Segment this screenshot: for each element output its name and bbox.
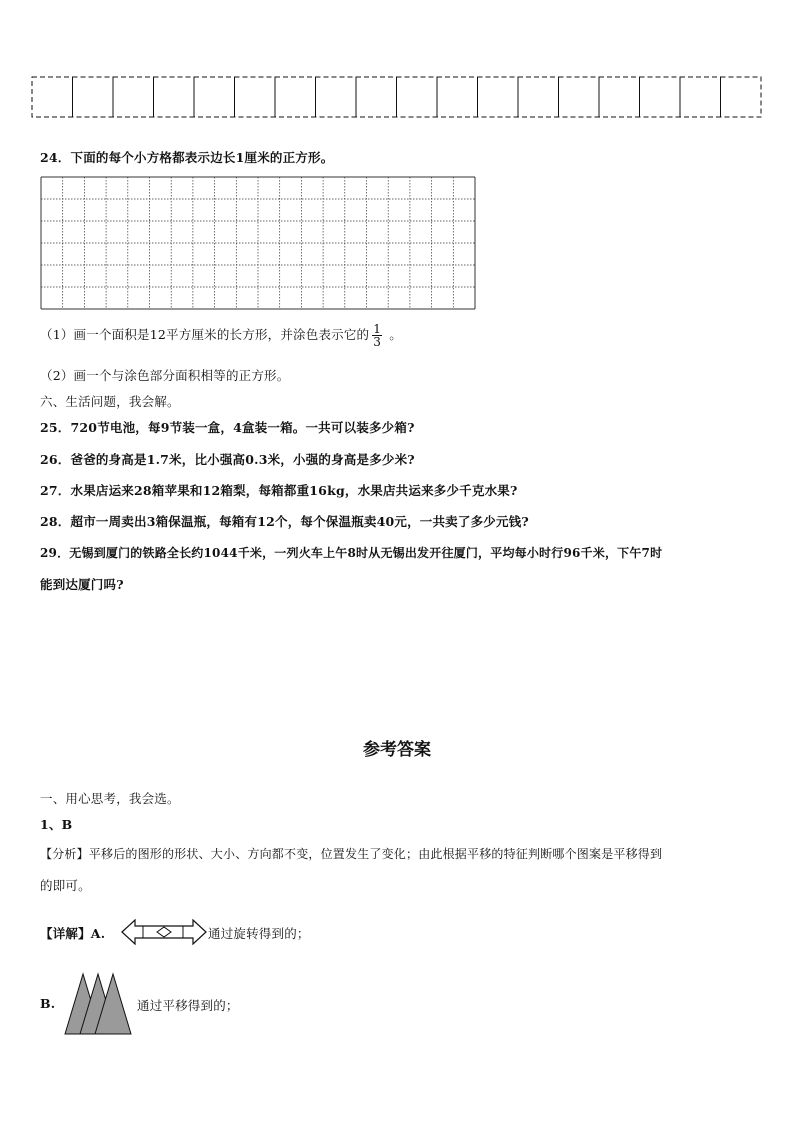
detail-a-text: 通过旋转得到的；	[208, 926, 310, 941]
answer-box	[113, 77, 154, 117]
answer-box	[32, 77, 73, 117]
option-b-label: B.	[40, 996, 56, 1011]
square-grid	[40, 176, 478, 314]
answer-box	[397, 77, 438, 117]
answer-box	[235, 77, 276, 117]
question-24-part-1	[40, 323, 402, 348]
option-a-figure	[121, 918, 207, 950]
answer-1: 1、B	[40, 817, 73, 832]
grid-svg	[40, 176, 478, 310]
answer-box	[316, 77, 357, 117]
answer-box	[680, 77, 721, 117]
answer-box	[640, 77, 681, 117]
answer-boxes	[31, 76, 766, 118]
analysis-line-1: 【分析】平移后的图形的形状、大小、方向都不变，位置发生了变化；由此根据平移的特征判断哪个图案是平移得到	[40, 847, 663, 861]
answer-box	[721, 77, 762, 117]
answer-box	[599, 77, 640, 117]
answer-box	[275, 77, 316, 117]
answer-box	[73, 77, 114, 117]
question-27: 27．水果店运来28箱苹果和12箱梨，每箱都重16kg，水果店共运来多少千克水果?	[40, 483, 518, 498]
section-six-heading: 六、生活问题，我会解。	[40, 394, 180, 409]
answer-box	[356, 77, 397, 117]
fraction-one-third	[372, 323, 382, 348]
part-1-text: （1）画一个面积是12平方厘米的长方形，并涂色表示它的	[40, 327, 370, 342]
triangles-figure	[64, 972, 132, 1036]
question-26: 26．爸爸的身高是1.7米，比小强高0.3米，小强的身高是多少米?	[40, 452, 415, 467]
question-25: 25．720节电池，每9节装一盒，4盒装一箱。一共可以装多少箱?	[40, 420, 415, 435]
question-28: 28．超市一周卖出3箱保温瓶，每箱有12个，每个保温瓶卖40元，一共卖了多少元钱?	[40, 514, 529, 529]
question-29-line-2: 能到达厦门吗?	[40, 577, 124, 592]
answer-title: 参考答案	[363, 740, 431, 760]
part-1-end: 。	[389, 327, 402, 342]
question-24-stem: 24．下面的每个小方格都表示边长1厘米的正方形。	[40, 150, 334, 165]
option-b-figure	[64, 972, 132, 1040]
answer-box	[194, 77, 235, 117]
answer-box	[559, 77, 600, 117]
fraction-denominator: 3	[373, 335, 382, 349]
analysis-line-2: 的即可。	[40, 878, 91, 893]
answer-box	[478, 77, 519, 117]
detail-b-text: 通过平移得到的；	[137, 998, 239, 1013]
question-24-part-2: （2）画一个与涂色部分面积相等的正方形。	[40, 368, 290, 383]
answer-boxes-row	[31, 76, 766, 122]
double-arrow-figure	[121, 918, 207, 946]
section-one-heading: 一、用心思考，我会选。	[40, 791, 180, 806]
fraction-numerator: 1	[373, 322, 382, 336]
detail-label: 【详解】A.	[40, 926, 106, 941]
answer-box	[437, 77, 478, 117]
question-29-line-1: 29．无锡到厦门的铁路全长约1044千米，一列火车上午8时从无锡出发开往厦门，平均每小时行96千米，下午7时	[40, 546, 663, 560]
answer-box	[518, 77, 559, 117]
answer-box	[154, 77, 195, 117]
